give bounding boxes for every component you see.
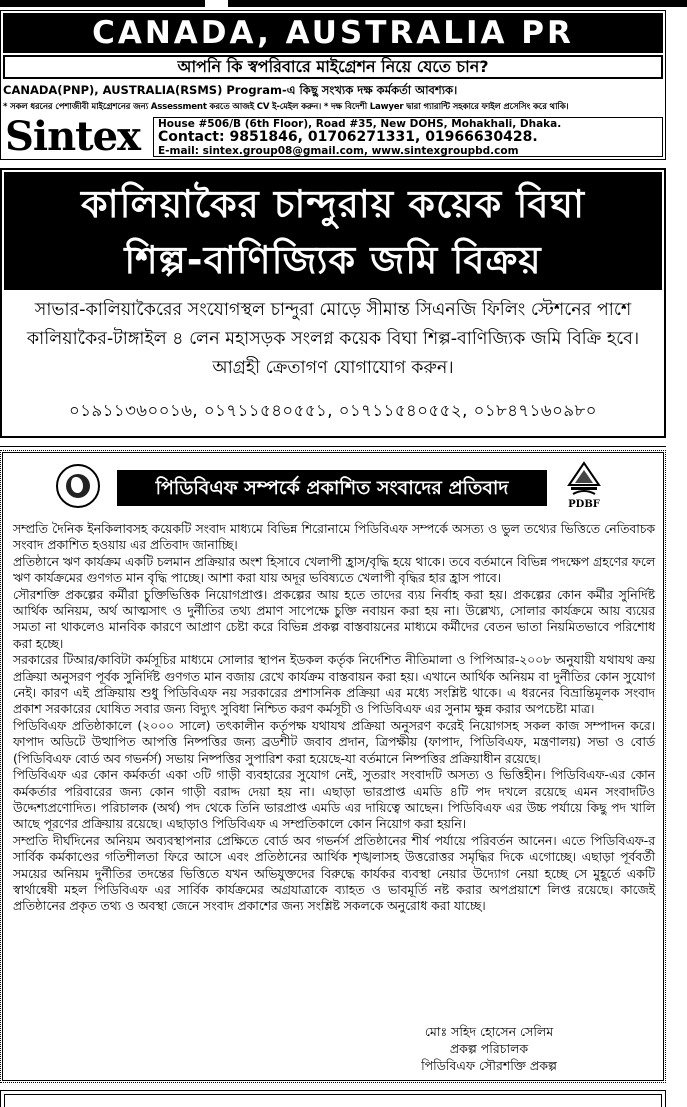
sintex-ad (0, 10, 666, 160)
sintex-email: E-mail: sintex.group08@gmail.com, www.sintexgroupbd.com (158, 145, 519, 157)
land-body: সাভার-কালিয়াকৈরের সংযোগস্থল চান্দুরা মোড়ে সীমান্ত সিএনজি ফিলিং স্টেশনের পাশে কালিয়াকৈর-টাঙ্গাইল ৪ লেন মহাসড়ক সংলগ্ন কয়েক বিঘা শিল্প-বাণিজ্যিক জমি বিক্রি হবে। আগ্রহী ক্রেতাগণ যোগাযোগ করুন। (26, 300, 640, 378)
pdbf-logo-caption: PDBF (568, 499, 600, 510)
sintex-question: আপনি কি স্বপরিবারে মাইগ্রেশন নিয়ে যেতে চান? (3, 55, 663, 79)
land-sale-ad (0, 168, 666, 438)
next-ad-frame (0, 1090, 666, 1107)
land-heading-line2: শিল্প-বাণিজ্যিক জমি বিক্রয় (124, 238, 542, 282)
previous-ad-strip (0, 0, 687, 8)
sintex-contact: Contact: 9851846, 01706271331, 01966630428. (158, 129, 538, 145)
pdbf-notice (0, 450, 666, 1083)
pdbf-paragraph: সৌরশক্তি প্রকল্পের কর্মীরা চুক্তিভিত্তিক নিয়োগপ্রাপ্ত। প্রকল্পের আয় হতে তাদের ব্যয় নির্বাহ করা হয়। প্রকল্পের কোন কর্মীর সুনির্দিষ্ট আর্থিক অনিয়ম, অর্থ আত্মসাৎ ও দুর্নীতির তথ্য প্রমাণ সাপেক্ষে চুক্তি নবায়ন করা হয় না। উল্লেখ্য, সোলার কার্যক্রমে আয় ব্যয়ের সমতা না থাকলেও মানবিক কারণে আপ্রাণ চেষ্টা করে বিভিন্ন প্রকল্প বাস্তবায়নের মাধ্যমে কর্মীদের বেতন ভাতা নিয়মিতভাবে পরিশোধ করা হচ্ছে। (13, 587, 655, 651)
signatory-name: মোঃ সহিদ হোসেন সেলিম (424, 1024, 554, 1039)
land-heading-line1: কালিয়াকৈর চান্দুরায় কয়েক বিঘা (81, 182, 585, 226)
signatory-title: প্রকল্প পরিচালক (449, 1041, 529, 1056)
pdbf-paragraph: সরকারের টিআর/কাবিটা কর্মসূচির মাধ্যমে সোলার স্থাপন ইডকল কর্তৃক নির্দেশিত নীতিমালা ও পিপিআর-২০০৮ অনুযায়ী যথাযথ ক্রয় প্রক্রিয়া অনুসরণ পূর্বক সুনির্দিষ্ট গুণগত মান বজায় রেখে কার্যক্রম বাস্তবায়ন করা হয়। এখানে আর্থিক অনিয়ম বা দুর্নীতির কোন সুযোগ নেই। কারণ এই প্রক্রিয়ায় শুধু পিডিবিএফ নয় সরকারের প্রশাসনিক প্রক্রিয়া এর মধ্যে সংশ্লিষ্ট থাকে। এ ধরনের বিভ্রান্তিমূলক সংবাদ প্রকাশ সরকারের ঘোষিত সবার জন্য বিদ্যুৎ সুবিধা নিশ্চিত করণ কর্মসূচী ও পিডিবিএফ এর সুনাম ক্ষুন্ন করার অপচেষ্টা মাত্র। (13, 653, 655, 717)
pdbf-signature (389, 1023, 589, 1074)
pdbf-paragraph: পিডিবিএফ প্রতিষ্ঠাকালে (২০০০ সালে) তৎকালীন কর্তৃপক্ষ যথাযথ প্রক্রিয়া অনুসরণ করেই নিয়োগসহ সকল কাজ সম্পাদন করে। ফাপাদ অডিটে উত্থাপিত আপত্তি নিষ্পত্তির জন্য ব্রডশীট জবাব প্রদান, ত্রিপক্ষীয় (ফাপাদ, পিডিবিএফ, মন্ত্রণালয়) সভা ও বোর্ড (পিডিবিএফ বোর্ড অব গভর্নর্স) সভায় নিষ্পত্তির সুপারিশ করা হয়েছে-যা বর্তমানে নিষ্পত্তির প্রক্রিয়াধীন রয়েছে। (13, 718, 655, 766)
divider (0, 446, 666, 447)
previous-ad-left-bar (0, 0, 205, 7)
sintex-address: House #506/B (6th Floor), Road #35, New DOHS, Mohakhali, Dhaka. (158, 118, 562, 130)
sintex-logo: Sintex (5, 113, 140, 160)
pdbf-paragraph: প্রতিষ্ঠানে ঋণ কার্যক্রম একটি চলমান প্রক্রিয়ার অংশ হিসাবে খেলাপী হ্রাস/বৃদ্ধি হয়ে থাকে। তবে বর্তমানে বিভিন্ন পদক্ষেপ গ্রহণের ফলে ঋণ কার্যক্রমের গুণগত মান বৃদ্ধি পাচ্ছে। আশা করা যায় অদূর ভবিষ্যতে খেলাপী বৃদ্ধির হার হ্রাস পাবে। (13, 554, 655, 586)
pdbf-paragraph: পিডিবিএফ এর কোন কর্মকর্তা একা ৩টি গাড়ী ব্যবহারের সুযোগ নেই, সুতরাং সংবাদটি অসত্য ও ভিত্তিহীন। পিডিবিএফ-এর কোন কর্মকর্তার পরিবারের জন্য কোন গাড়ী বরাদ্দ দেয়া হয় না। এছাড়া ভারপ্রাপ্ত এমডি ৪টি পদ দখলে রয়েছে এমন সংবাদটিও উদ্দেশ্যপ্রণোদিত। পরিচালক (অর্থ) পদ থেকে তিনি ভারপ্রাপ্ত এমডি এর দায়িত্বে আছেন। পিডিবিএফ এর উচ্চ পর্যায়ে কিছু পদ খালি আছে পূরণের প্রক্রিয়ায় রয়েছে। এছাড়াও পিডিবিএফ এ সম্প্রতিকালে কোন নিয়োগ করা হয়নি। (13, 768, 655, 832)
sintex-note: * সকল ধরনের পেশাজীবী মাইগ্রেশনের জন্য Assessment করতে আজই CV ই-মেইল করুন। * দক্ষ বিদেশী Lawyer দ্বারা গ্যারান্টি সহকারে ফাইল প্রসেসিং করে থাকি। (3, 102, 569, 112)
previous-ad-right-bar (228, 0, 687, 7)
signatory-org: পিডিবিএফ সৌরশক্তি প্রকল্প (421, 1058, 557, 1073)
pdbf-paragraph: সম্প্রতি দৈনিক ইনকিলাবসহ কয়েকটি সংবাদ মাধ্যমে বিভিন্ন শিরোনামে পিডিবিএফ সম্পর্কে অসত্য ও ভুল তথ্যের ভিত্তিতে নেতিবাচক সংবাদ প্রকাশিত হওয়ায় এর প্রতিবাদ জানাচ্ছি। (13, 522, 655, 553)
government-emblem-icon (56, 464, 100, 508)
sintex-banner: CANADA, AUSTRALIA PR (3, 13, 663, 53)
pdbf-body (13, 521, 655, 915)
land-phones: ০১৯১১৩৬০০১৬, ০১৭১১৫৪০৫৫১, ০১৭১১৫৪০৫৫২, ০১৮৪৭১৬০৯৮০ (69, 401, 597, 420)
pdbf-logo-icon (561, 461, 607, 515)
sintex-programs: CANADA(PNP), AUSTRALIA(RSMS) Program-এ কিছু সংখ্যক দক্ষ কর্মকর্তা আবশ্যক। (3, 83, 458, 97)
pdbf-title: পিডিবিএফ সম্পর্কে প্রকাশিত সংবাদের প্রতিবাদ (117, 470, 547, 506)
pdbf-paragraph: সম্প্রতি দীর্ঘদিনের অনিয়ম অব্যবস্থাপনার প্রেক্ষিতে বোর্ড অব গভর্নর্স প্রতিষ্ঠানের শীর্ষ পর্যায়ে পরিবর্তন আনেন। এতে পিডিবিএফ-র সার্বিক কর্মকাণ্ডের গতিশীলতা ফিরে আসে এবং প্রতিষ্ঠানের আর্থিক শৃঙ্খলাসহ উত্তরোত্তর সমৃদ্ধির দিকে এগোচ্ছে। এছাড়া পূর্ববর্তী সময়ের অনিয়ম দুর্নীতির তদন্তের ভিত্তিতে যখন অভিযুক্তদের বিরুদ্ধে কার্যকর ব্যবস্থা নেয়ার উদ্যোগ নেয়া হচ্ছে সে মুহূর্তে একটি স্বার্থান্বেষী মহল পিডিবিএফ এর সার্বিক কার্যক্রমের অগ্রযাত্রাকে ব্যাহত ও ভাবমূর্তি নষ্ট করার অপপ্রয়াশে লিপ্ত রয়েছে। কাজেই প্রতিষ্ঠানের প্রকৃত তথ্য ও অবস্থা জেনে সংবাদ প্রকাশের জন্য সংশ্লিষ্ট সকলকে অনুরোধ করা যাচ্ছে। (13, 833, 655, 914)
land-heading (4, 172, 662, 290)
sintex-contact-box (153, 117, 663, 157)
